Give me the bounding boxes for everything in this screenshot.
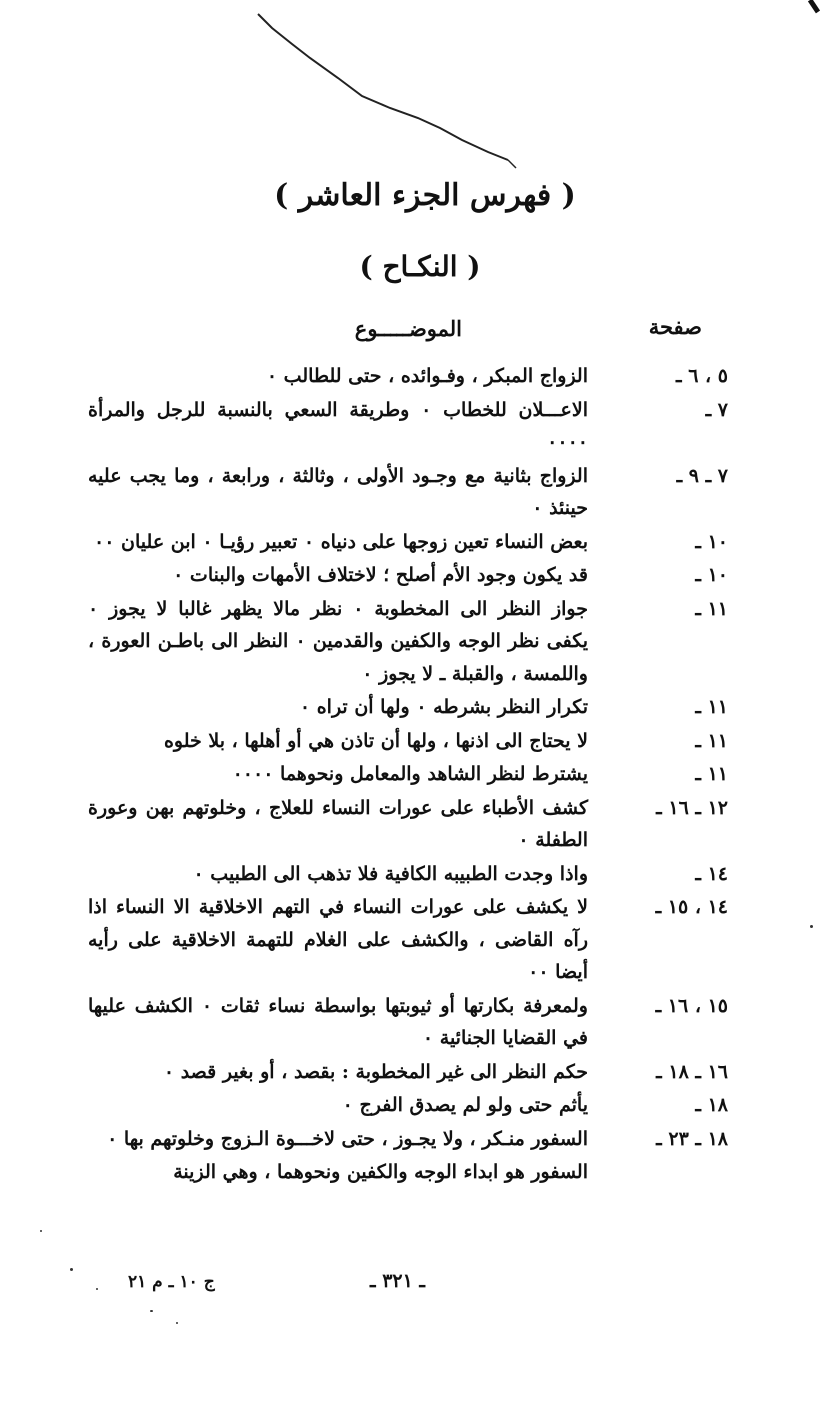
scan-speck bbox=[70, 1268, 73, 1271]
entry-topic: قد يكون وجود الأم أصلح ؛ لاختلاف الأمهات والبنات ٠ bbox=[173, 564, 588, 586]
entry-page-ref: ١١ ـ bbox=[695, 597, 728, 620]
scan-crease-mark bbox=[0, 0, 820, 260]
index-entry bbox=[88, 460, 728, 525]
index-entry bbox=[88, 725, 728, 758]
index-entry bbox=[88, 792, 728, 857]
scan-speck bbox=[176, 1322, 178, 1324]
scan-speck bbox=[40, 1230, 42, 1232]
index-entry bbox=[88, 858, 728, 891]
entry-topic: يأثم حتى ولو لم يصدق الفرج ٠ bbox=[342, 1094, 588, 1116]
index-entry bbox=[88, 559, 728, 592]
entry-topic: الاعـــلان للخطاب ٠ وطريقة السعي بالنسبة للرجل والمرأة ٠٠٠٠ bbox=[88, 398, 588, 453]
index-entry bbox=[88, 1156, 728, 1189]
entry-topic: يشترط لنظر الشاهد والمعامل ونحوهما ٠٠٠٠ bbox=[232, 763, 588, 785]
index-entry bbox=[88, 1089, 728, 1122]
index-entry bbox=[88, 1123, 728, 1156]
page-number: ـ ٣٢١ ـ bbox=[370, 1270, 425, 1292]
index-entry bbox=[88, 1056, 728, 1089]
entry-page-ref: ١٨ ـ bbox=[695, 1094, 728, 1116]
entry-page-ref: ٧ ـ bbox=[705, 398, 728, 421]
entry-page-ref: ١١ ـ bbox=[695, 729, 728, 752]
entry-topic: حكم النظر الى غير المخطوبة : بقصد ، أو بغير قصد ٠ bbox=[163, 1060, 588, 1083]
index-entry bbox=[88, 593, 728, 691]
index-entries bbox=[88, 360, 728, 1190]
entry-page-ref: ١٢ ـ ١٦ ـ bbox=[656, 796, 728, 819]
column-header-page: صفحة bbox=[648, 314, 702, 339]
entry-page-ref: ١١ ـ bbox=[695, 763, 728, 785]
scan-speck bbox=[810, 925, 813, 928]
index-entry bbox=[88, 758, 728, 791]
entry-page-ref: ٥ ، ٦ ـ bbox=[676, 365, 728, 387]
entry-page-ref: ٧ ـ ٩ ـ bbox=[676, 464, 728, 487]
entry-topic: لا يحتاج الى اذنها ، ولها أن تاذن هي أو أهلها ، بلا خلوه bbox=[163, 729, 588, 752]
entry-page-ref: ١٤ ، ١٥ ـ bbox=[655, 896, 728, 918]
entry-topic: الزواج بثانية مع وجـود الأولى ، وثالثة ، ورابعة ، وما يجب عليه حينئذ ٠ bbox=[88, 464, 588, 519]
signature-code: ج ١٠ ـ م ٢١ bbox=[128, 1272, 215, 1292]
scan-speck bbox=[96, 1288, 98, 1290]
column-header-topic: الموضـــــوع bbox=[354, 316, 462, 341]
entry-topic: كشف الأطباء على عورات النساء للعلاج ، وخلوتهم بهن وعورة الطفلة ٠ bbox=[88, 796, 588, 851]
entry-topic: لا يكشف على عورات النساء في التهم الاخلاقية الا النساء اذا رآه القاضى ، والكشف على الغلام للتهمة الاخلاقية على رأيه أيضا ٠٠ bbox=[88, 896, 588, 983]
index-entry bbox=[88, 990, 728, 1055]
index-entry bbox=[88, 891, 728, 989]
entry-page-ref: ١٠ ـ bbox=[695, 564, 728, 586]
entry-page-ref: ١٤ ـ bbox=[695, 862, 728, 885]
index-entry bbox=[88, 691, 728, 724]
entry-topic: ولمعرفة بكارتها أو ثيوبتها بواسطة نساء ثقات ٠ الكشف عليها في القضايا الجنائية ٠ bbox=[88, 994, 588, 1049]
entry-topic: بعض النساء تعين زوجها على دنياه ٠ تعبير رؤيـا ٠ ابن عليان ٠٠ bbox=[94, 530, 588, 553]
entry-topic: جواز النظر الى المخطوبة ٠ نظر مالا يظهر غالبا لا يجوز ٠ يكفى نظر الوجه والكفين والقدمين ٠ النظر الى باطـن العورة ، واللمسة ، والقبلة ـ لا يجوز ٠ bbox=[88, 597, 588, 685]
entry-topic: السفور منـكر ، ولا يجـوز ، حتى لاخـــوة الـزوج وخلوتهم بها ٠ bbox=[107, 1127, 588, 1150]
entry-topic: واذا وجدت الطبيبه الكافية فلا تذهب الى الطبيب ٠ bbox=[193, 862, 588, 885]
entry-topic: تكرار النظر بشرطه ٠ ولها أن تراه ٠ bbox=[299, 696, 588, 718]
entry-topic: الزواج المبكر ، وفـوائده ، حتى للطالب ٠ bbox=[266, 365, 588, 387]
scan-speck bbox=[150, 1310, 153, 1312]
index-entry bbox=[88, 394, 728, 459]
index-entry bbox=[88, 360, 728, 393]
index-title: ( فهرس الجزء العاشر ) bbox=[274, 178, 576, 213]
entry-page-ref: ١٥ ، ١٦ ـ bbox=[655, 994, 728, 1017]
entry-topic: السفور هو ابداء الوجه والكفين ونحوهما ، وهي الزينة bbox=[173, 1161, 588, 1183]
index-entry bbox=[88, 526, 728, 559]
section-subtitle: ( النكـاح ) bbox=[359, 250, 481, 283]
entry-page-ref: ١٠ ـ bbox=[695, 530, 728, 553]
entry-page-ref: ١٦ ـ ١٨ ـ bbox=[656, 1060, 728, 1083]
entry-page-ref: ١٨ ـ ٢٣ ـ bbox=[656, 1127, 728, 1150]
entry-page-ref: ١١ ـ bbox=[695, 696, 728, 718]
